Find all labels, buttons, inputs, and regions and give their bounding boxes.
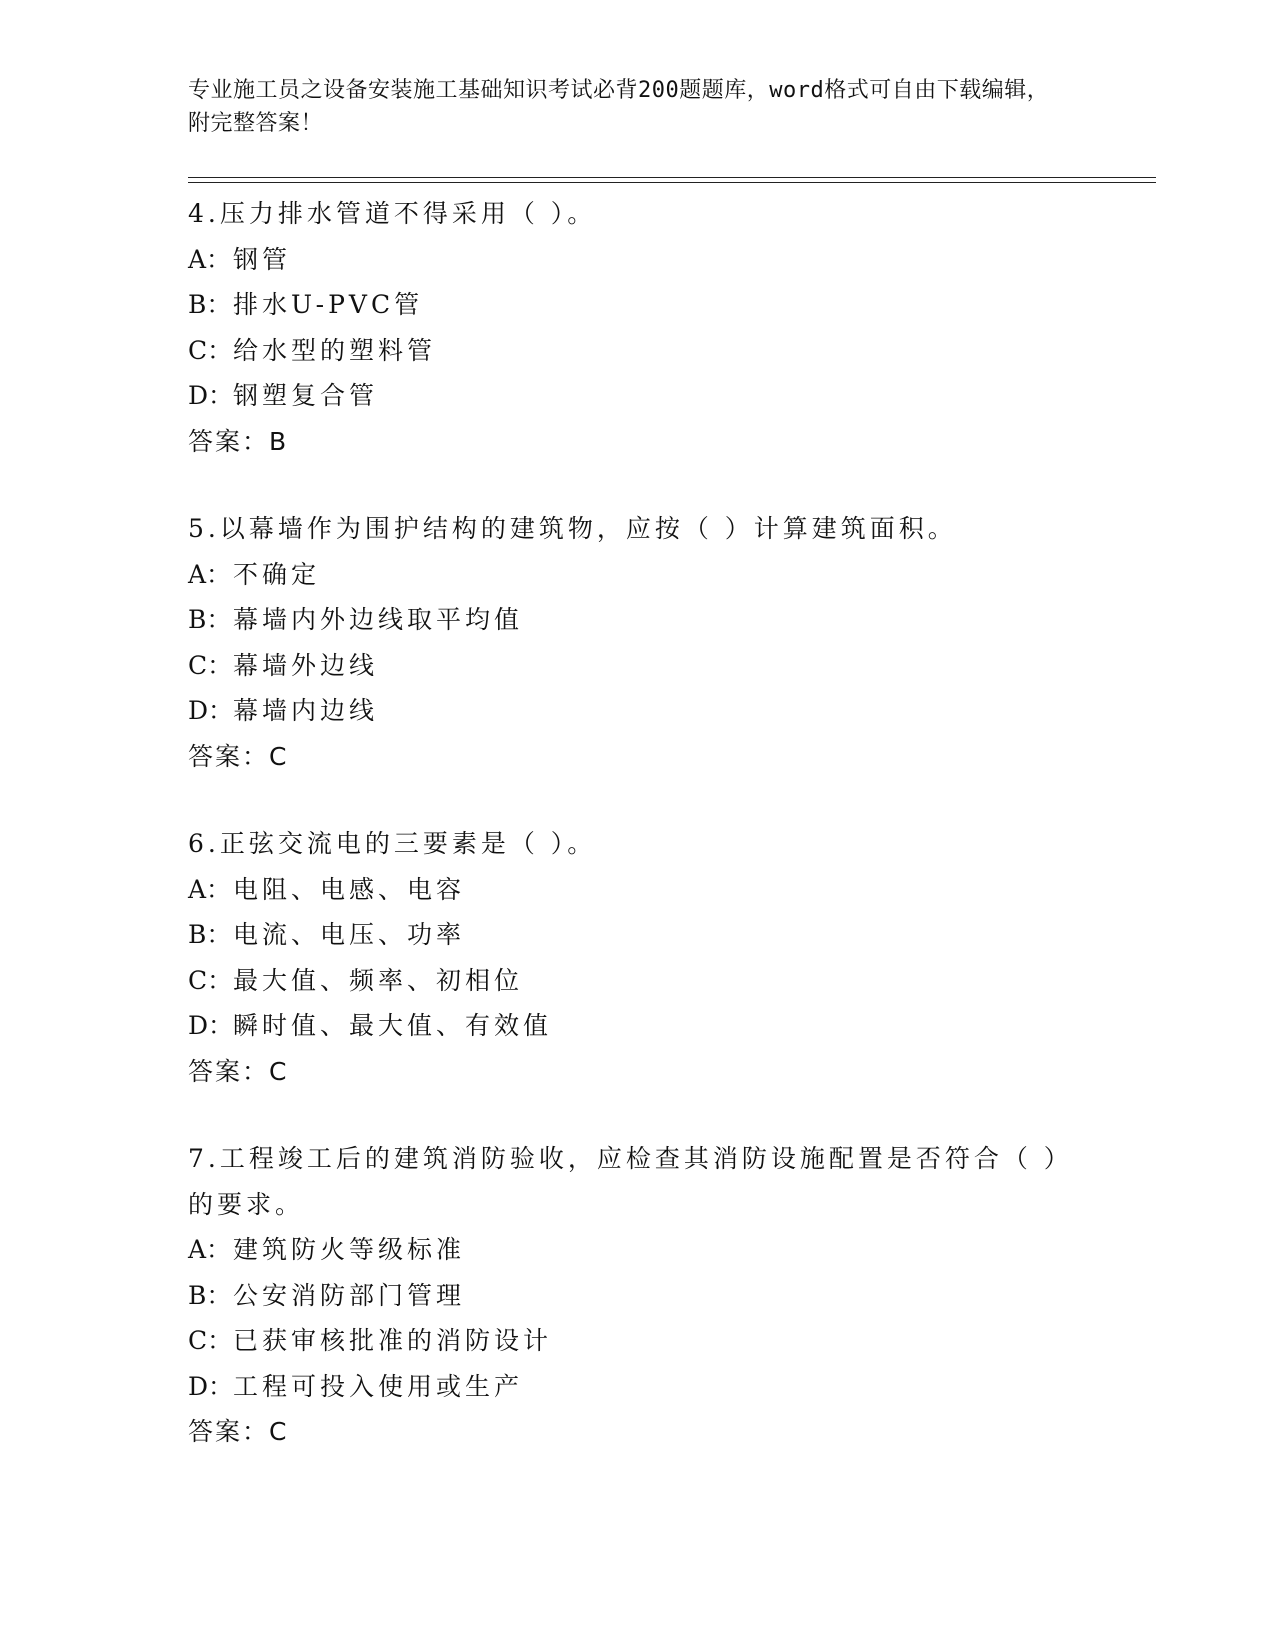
question-stem: 7.工程竣工后的建筑消防验收，应检查其消防设施配置是否符合（ ）的要求。 — [188, 1144, 1073, 1219]
option-text: 瞬时值、最大值、有效值 — [233, 1011, 553, 1040]
option-text: 钢管 — [233, 244, 292, 274]
option-letter: A： — [188, 874, 232, 904]
option-text: 已获审核批准的消防设计 — [233, 1326, 553, 1355]
option-text: 排水U-PVC管 — [233, 290, 424, 319]
option-text: 建筑防火等级标准 — [233, 1235, 466, 1264]
question-7 — [188, 1136, 1088, 1455]
answer-line: 答案：C — [188, 741, 289, 771]
option-b — [188, 282, 1088, 328]
option-c — [188, 643, 1088, 689]
option-b — [188, 912, 1088, 958]
option-letter: A： — [188, 244, 232, 274]
option-b — [188, 597, 1088, 643]
option-letter: D： — [188, 381, 234, 410]
option-text: 幕墙内外边线取平均值 — [233, 605, 524, 634]
question-stem: 4.压力排水管道不得采用（ ）。 — [188, 199, 597, 228]
option-c — [188, 958, 1088, 1004]
option-d — [188, 373, 1088, 419]
answer-line: 答案：B — [188, 426, 289, 456]
option-d — [188, 1003, 1088, 1049]
option-c — [188, 1318, 1088, 1364]
option-a — [188, 1227, 1088, 1273]
option-text: 钢塑复合管 — [233, 381, 379, 410]
option-b — [188, 1273, 1088, 1319]
option-a — [188, 552, 1088, 598]
question-5 — [188, 506, 1088, 779]
option-c — [188, 328, 1088, 374]
option-letter: C： — [188, 965, 233, 995]
question-6 — [188, 821, 1088, 1094]
option-text: 公安消防部门管理 — [233, 1280, 466, 1310]
document-header-title: 专业施工员之设备安装施工基础知识考试必背200题题库，word格式可自由下载编辑，附完整答案！ — [188, 78, 1050, 136]
option-a — [188, 867, 1088, 913]
option-text: 幕墙内边线 — [233, 696, 379, 725]
option-letter: A： — [188, 1235, 232, 1264]
option-text: 最大值、频率、初相位 — [233, 965, 524, 995]
option-text: 电流、电压、功率 — [233, 920, 466, 949]
question-4 — [188, 191, 1088, 464]
option-letter: C： — [188, 335, 233, 365]
option-letter: D： — [188, 1371, 234, 1401]
question-stem: 6.正弦交流电的三要素是（ ）。 — [188, 829, 597, 858]
option-text: 不确定 — [233, 559, 321, 589]
option-text: 幕墙外边线 — [233, 650, 379, 680]
header-divider-top — [188, 177, 1156, 178]
option-text: 给水型的塑料管 — [233, 335, 437, 365]
question-stem: 5.以幕墙作为围护结构的建筑物，应按（ ）计算建筑面积。 — [188, 514, 957, 543]
option-letter: B： — [188, 920, 232, 949]
question-list — [188, 191, 1088, 1497]
option-letter: B： — [188, 290, 232, 319]
option-letter: D： — [188, 696, 234, 725]
option-letter: C： — [188, 650, 233, 680]
option-letter: B： — [188, 605, 232, 634]
option-d — [188, 1364, 1088, 1410]
option-d — [188, 688, 1088, 734]
option-letter: D： — [188, 1011, 234, 1040]
answer-line: 答案：C — [188, 1417, 289, 1446]
option-a — [188, 237, 1088, 283]
option-text: 电阻、电感、电容 — [233, 874, 466, 904]
option-text: 工程可投入使用或生产 — [233, 1371, 524, 1401]
option-letter: B： — [188, 1280, 232, 1310]
header-divider-bottom — [188, 182, 1156, 183]
option-letter: A： — [188, 559, 232, 589]
option-letter: C： — [188, 1326, 233, 1355]
answer-line: 答案：C — [188, 1056, 289, 1086]
